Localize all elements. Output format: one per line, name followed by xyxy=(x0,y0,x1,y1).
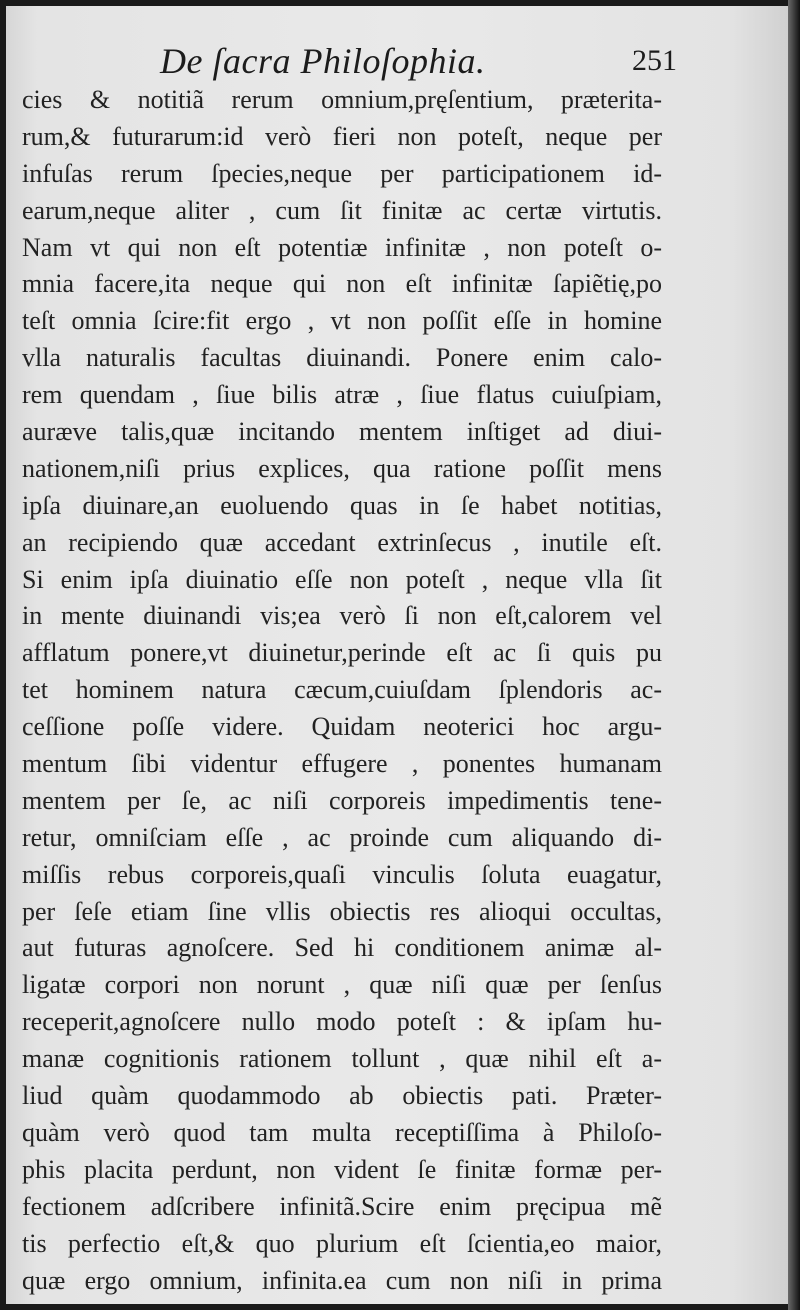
text-line: Nam vt qui non eſt potentiæ infinitæ , non poteſt o- xyxy=(22,232,662,262)
text-line: tet hominem natura cæcum,cuiuſdam ſplendoris ac- xyxy=(22,675,662,705)
text-line: fectionem adſcribere infinitã.Scire enim pręcipua mẽ xyxy=(22,1191,662,1221)
body-text xyxy=(22,82,662,1299)
page-number: 251 xyxy=(632,44,677,77)
text-line: ligatæ corpori non norunt , quæ niſi quæ per ſenſus xyxy=(22,970,662,1000)
text-line: rum,& futurarum:id verò fieri non poteſt, neque per xyxy=(22,121,662,151)
text-line: afflatum ponere,vt diuinetur,perinde eſt ac ſi quis pu xyxy=(22,638,662,668)
text-line: receperit,agnoſcere nullo modo poteſt : & ipſam hu- xyxy=(22,1007,662,1037)
text-line: manæ cognitionis rationem tollunt , quæ nihil eſt a- xyxy=(22,1044,662,1074)
text-line: mentum ſibi videntur effugere , ponentes humanam xyxy=(22,749,662,779)
text-line: quæ ergo omnium, infinita.ea cum non niſi in prima xyxy=(22,1265,662,1295)
text-line: liud quàm quodammodo ab obiectis pati. Præter- xyxy=(22,1081,662,1111)
text-line: retur, omniſciam eſſe , ac proinde cum aliquando di- xyxy=(22,822,662,852)
text-line: auræve talis,quæ incitando mentem inſtiget ad diui- xyxy=(22,417,662,447)
text-line: nationem,niſi prius explices, qua ratione poſſit mens xyxy=(22,453,662,483)
text-line: an recipiendo quæ accedant extrinſecus , inutile eſt. xyxy=(22,527,662,557)
text-line: mnia facere,ita neque qui non eſt infinitæ ſapiẽtię,po xyxy=(22,269,662,299)
text-line: per ſeſe etiam ſine vllis obiectis res alioqui occultas, xyxy=(22,896,662,926)
running-title: De ſacra Philoſophia. xyxy=(160,41,486,81)
text-line: miſſis rebus corporeis,quaſi vinculis ſoluta euagatur, xyxy=(22,859,662,889)
page-edge-shadow xyxy=(788,0,800,1310)
text-line: infuſas rerum ſpecies,neque per participationem id- xyxy=(22,158,662,188)
text-line: in mente diuinandi vis;ea verò ſi non eſt,calorem vel xyxy=(22,601,662,631)
text-line: mentem per ſe, ac niſi corporeis impedimentis tene- xyxy=(22,785,662,815)
text-line: earum,neque aliter , cum ſit finitæ ac certæ virtutis. xyxy=(22,195,662,225)
text-line: teſt omnia ſcire:fit ergo , vt non poſſit eſſe in homine xyxy=(22,306,662,336)
text-line: cies & notitiã rerum omnium,pręſentium, præterita- xyxy=(22,85,662,114)
text-line: ipſa diuinare,an euoluendo quas in ſe habet notitias, xyxy=(22,490,662,520)
text-line: phis placita perdunt, non vident ſe finitæ formæ per- xyxy=(22,1154,662,1184)
text-line: rem quendam , ſiue bilis atræ , ſiue flatus cuiuſpiam, xyxy=(22,380,662,410)
text-line: vlla naturalis facultas diuinandi. Ponere enim calo- xyxy=(22,343,662,373)
text-line: Si enim ipſa diuinatio eſſe non poteſt , neque vlla ſit xyxy=(22,564,662,594)
text-line: aut futuras agnoſcere. Sed hi conditionem animæ al- xyxy=(22,933,662,963)
text-line: tis perfectio eſt,& quo plurium eſt ſcientia,eo maior, xyxy=(22,1228,662,1258)
text-line: quàm verò quod tam multa receptiſſima à Philoſo- xyxy=(22,1117,662,1147)
text-line: ceſſione poſſe videre. Quidam neoterici hoc argu- xyxy=(22,712,662,742)
